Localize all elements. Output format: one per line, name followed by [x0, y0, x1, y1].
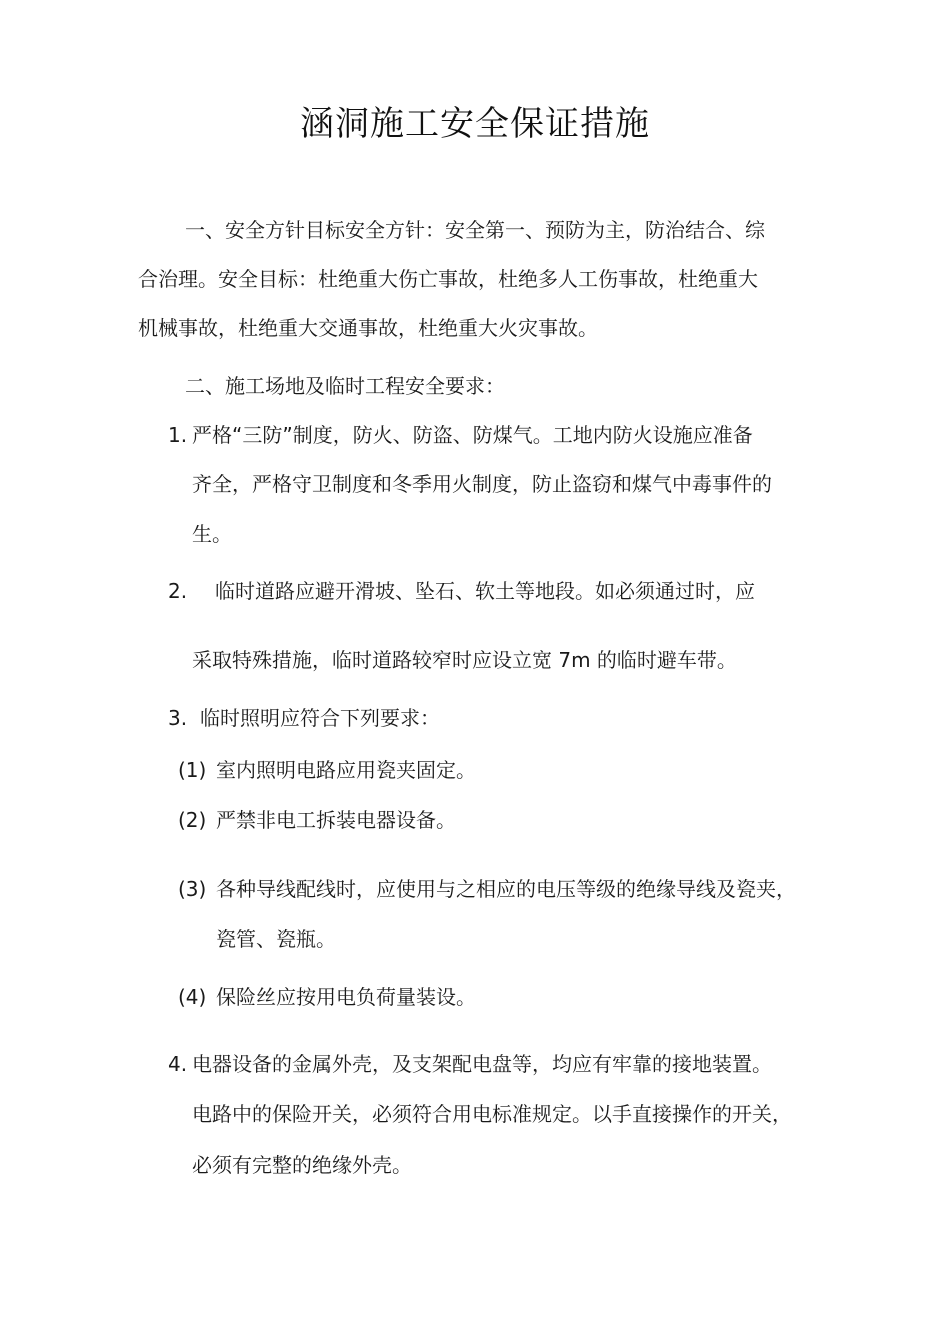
- item2-line1: 临时道路应避开滑坡、坠石、软土等地段。如必须通过时，应: [215, 579, 755, 603]
- section1-line3: 机械事故，杜绝重大交通事故，杜绝重大火灾事故。: [138, 316, 598, 340]
- item1-line3: 生。: [192, 522, 232, 546]
- item3-sub1-text: 室内照明电路应用瓷夹固定。: [216, 758, 476, 782]
- item4-line1: 电器设备的金属外壳，及支架配电盘等，均应有牢靠的接地装置。: [192, 1052, 772, 1076]
- item3-sub3-number: (3): [178, 877, 207, 901]
- item1-line1: 严格“三防”制度，防火、防盗、防煤气。工地内防火设施应准备: [192, 423, 753, 447]
- item3-sub4-text: 保险丝应按用电负荷量装设。: [216, 985, 476, 1009]
- page-title: 涵洞施工安全保证措施: [300, 104, 650, 144]
- item3-sub3-line1: 各种导线配线时，应使用与之相应的电压等级的绝缘导线及瓷夹，: [216, 877, 796, 901]
- section2-heading: 二、施工场地及临时工程安全要求：: [185, 374, 505, 398]
- item4-number: 4.: [168, 1052, 188, 1076]
- item2-line2: 采取特殊措施，临时道路较窄时应设立宽 7m 的临时避车带。: [192, 648, 737, 672]
- item3-line1: 临时照明应符合下列要求：: [200, 706, 440, 730]
- item1-line2: 齐全，严格守卫制度和冬季用火制度，防止盗窃和煤气中毒事件的: [192, 472, 772, 496]
- section1-line2: 合治理。安全目标：杜绝重大伤亡事故，杜绝多人工伤事故，杜绝重大: [138, 267, 758, 291]
- item1-number: 1.: [168, 423, 188, 447]
- item4-line2: 电路中的保险开关，必须符合用电标准规定。以手直接操作的开关，: [192, 1102, 792, 1126]
- item3-sub2-text: 严禁非电工拆装电器设备。: [216, 808, 456, 832]
- item4-line3: 必须有完整的绝缘外壳。: [192, 1153, 412, 1177]
- section1-line1: 一、安全方针目标安全方针：安全第一、预防为主，防治结合、综: [185, 218, 765, 242]
- item3-number: 3.: [168, 706, 188, 730]
- item3-sub3-line2: 瓷管、瓷瓶。: [216, 927, 336, 951]
- item2-number: 2.: [168, 579, 188, 603]
- item3-sub1-number: (1): [178, 758, 207, 782]
- item3-sub2-number: (2): [178, 808, 207, 832]
- item3-sub4-number: (4): [178, 985, 207, 1009]
